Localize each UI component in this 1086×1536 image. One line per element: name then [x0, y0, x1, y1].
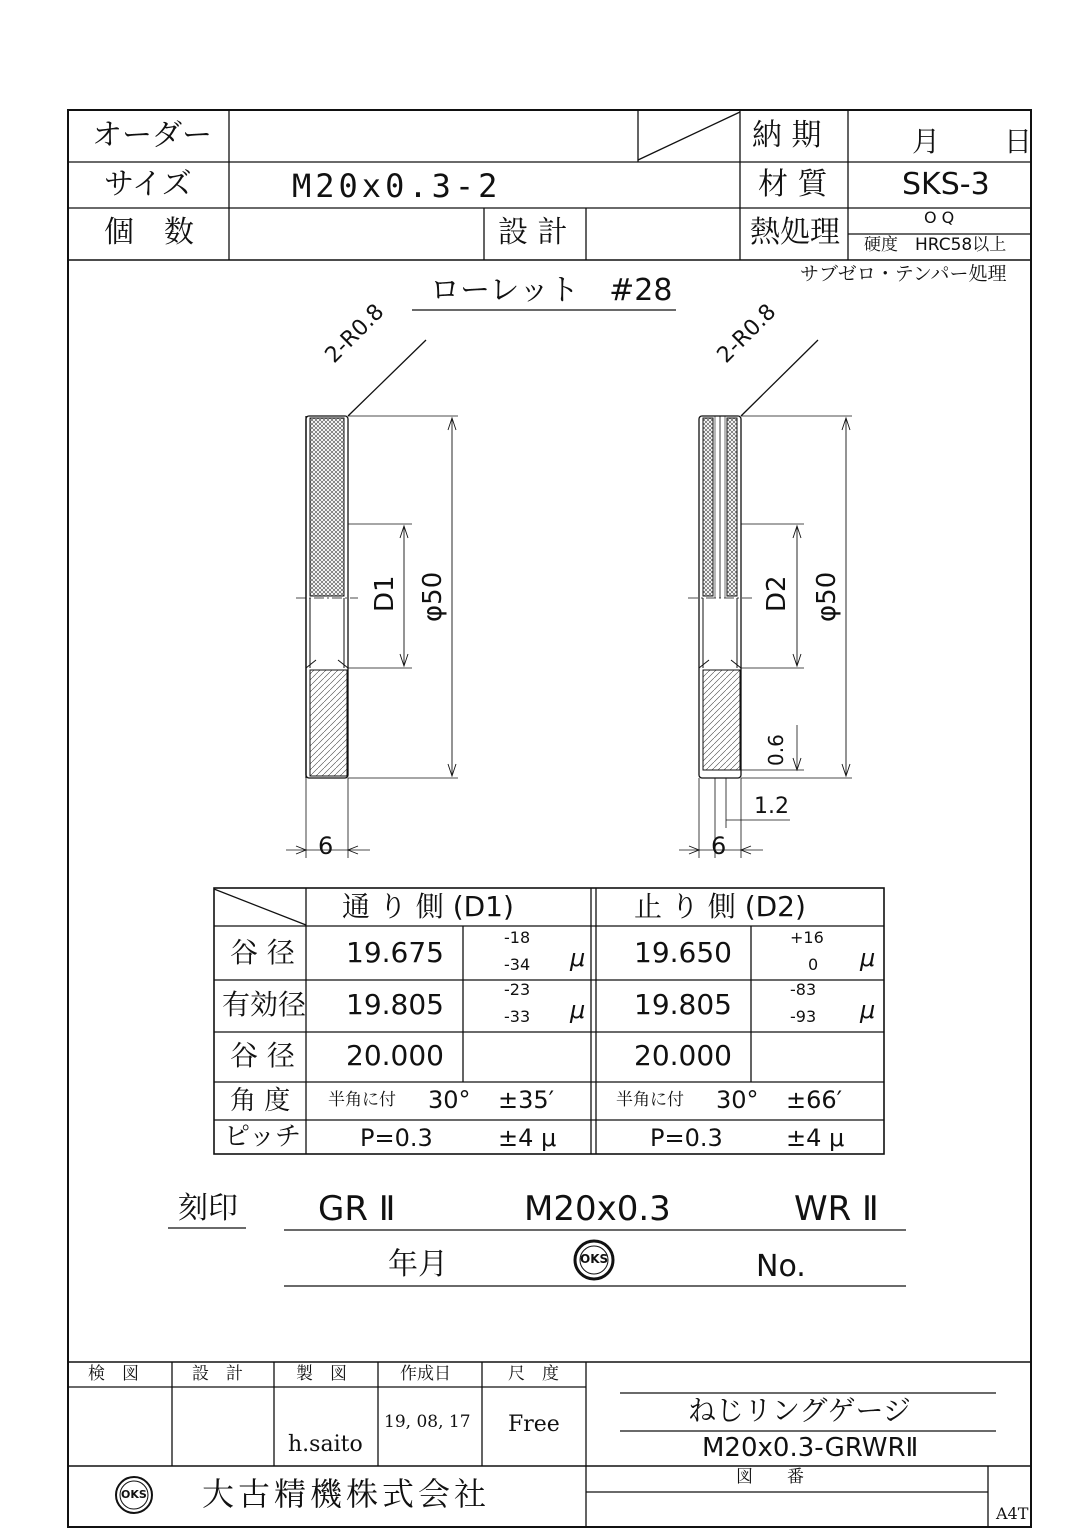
nogo-root-diameter: 19.650 [634, 936, 732, 969]
heat-treatment-value: O Q [924, 208, 955, 227]
stamp-size-mark: M20x0.3 [524, 1189, 671, 1229]
stamp-number-mark: No. [756, 1249, 806, 1284]
left-width-dimension: 6 [318, 832, 334, 860]
go-angle-prefix: 半角に付 [328, 1090, 396, 1110]
heat-treatment-label: 熱処理 [750, 215, 840, 250]
material-label: 材 質 [758, 167, 828, 202]
right-chamfer-note: 2-R0.8 [712, 299, 782, 369]
drawing-no-label: 図 番 [736, 1467, 804, 1487]
go-pitch-value: P=0.3 [360, 1124, 433, 1152]
material-value: SKS-3 [902, 167, 990, 202]
knurl-label: ローレット #28 [430, 273, 673, 308]
nogo-root-tol-upper: +16 [790, 928, 824, 947]
go-major-diameter: 20.000 [346, 1039, 444, 1072]
row-label-root-diameter: 谷 径 [230, 936, 295, 969]
go-angle-tol: ±35′ [498, 1086, 555, 1114]
nogo-pitch-tol-lower: -93 [790, 1007, 817, 1026]
go-angle-value: 30° [428, 1086, 471, 1114]
draft-value: h.saito [288, 1432, 363, 1457]
stamp-go-mark: GR Ⅱ [318, 1189, 396, 1229]
stamp-nogo-mark: WR Ⅱ [794, 1189, 879, 1229]
nogo-pitch-tol-upper: -83 [790, 980, 817, 999]
go-side-header: 通 り 側 (D1) [342, 890, 514, 923]
stamp-date-mark: 年月 [388, 1247, 448, 1282]
d1-dimension: D1 [370, 575, 400, 612]
go-root-unit: μ [570, 944, 586, 972]
part-number: M20x0.3-GRWRⅡ [702, 1433, 919, 1463]
go-pitch-tol-upper: -23 [504, 980, 531, 999]
scale-value: Free [508, 1412, 560, 1437]
go-pitch-tol-lower: -33 [504, 1007, 531, 1026]
stamp-label: 刻印 [178, 1191, 238, 1226]
go-pitch-unit: μ [570, 996, 586, 1024]
nogo-pitch-diameter: 19.805 [634, 988, 732, 1021]
design-label: 設 計 [498, 215, 568, 250]
nogo-angle-tol: ±66′ [786, 1086, 843, 1114]
left-diameter-dimension: φ50 [418, 571, 448, 622]
nogo-pitch-tol: ±4 μ [786, 1124, 845, 1152]
inspect-label: 検 図 [88, 1364, 139, 1384]
go-pitch-tol: ±4 μ [498, 1124, 557, 1152]
nogo-angle-prefix: 半角に付 [616, 1090, 684, 1110]
scale-label: 尺 度 [508, 1364, 559, 1384]
nogo-pitch-value: P=0.3 [650, 1124, 723, 1152]
groove-depth-dimension: 0.6 [764, 734, 788, 766]
nogo-pitch-unit: μ [860, 996, 876, 1024]
row-label-pitch-diameter: 有効径 [222, 988, 307, 1021]
hardness-note: 硬度 HRC58以上 [864, 235, 1007, 255]
groove-width-dimension: 1.2 [754, 794, 789, 819]
size-label: サイズ [104, 167, 192, 202]
go-root-tol-lower: -34 [504, 955, 531, 974]
order-label: オーダー [92, 118, 212, 153]
right-diameter-dimension: φ50 [812, 571, 842, 622]
nogo-side-header: 止 り 側 (D2) [634, 890, 806, 923]
row-label-pitch: ピッチ [224, 1122, 301, 1152]
stamp-logo-text: OKS [580, 1252, 609, 1266]
subzero-note: サブゼロ・テンパー処理 [800, 263, 1007, 285]
paper-size: A4T [996, 1504, 1029, 1523]
created-value: 19, 08, 17 [384, 1412, 471, 1432]
d2-dimension: D2 [762, 575, 792, 612]
row-label-angle: 角 度 [230, 1086, 291, 1116]
created-label: 作成日 [400, 1364, 451, 1384]
go-pitch-diameter: 19.805 [346, 988, 444, 1021]
draft-label: 製 図 [296, 1364, 347, 1384]
delivery-month: 月 [912, 125, 941, 158]
delivery-day: 日 [1004, 125, 1033, 158]
nogo-angle-value: 30° [716, 1086, 759, 1114]
right-width-dimension: 6 [711, 832, 727, 860]
company-name: 大古精機株式会社 [202, 1475, 491, 1513]
size-value: M20x0.3-2 [292, 167, 502, 205]
delivery-label: 納 期 [752, 118, 822, 153]
part-name: ねじリングゲージ [688, 1394, 911, 1427]
go-root-tol-upper: -18 [504, 928, 531, 947]
row-label-major-diameter: 谷 径 [230, 1039, 295, 1072]
nogo-root-tol-lower: 0 [808, 955, 819, 974]
qty-label: 個 数 [104, 215, 194, 250]
nogo-major-diameter: 20.000 [634, 1039, 732, 1072]
left-chamfer-note: 2-R0.8 [320, 299, 390, 369]
go-root-diameter: 19.675 [346, 936, 444, 969]
nogo-root-unit: μ [860, 944, 876, 972]
company-logo-text: OKS [121, 1488, 147, 1501]
title-design-label: 設 計 [192, 1364, 243, 1384]
